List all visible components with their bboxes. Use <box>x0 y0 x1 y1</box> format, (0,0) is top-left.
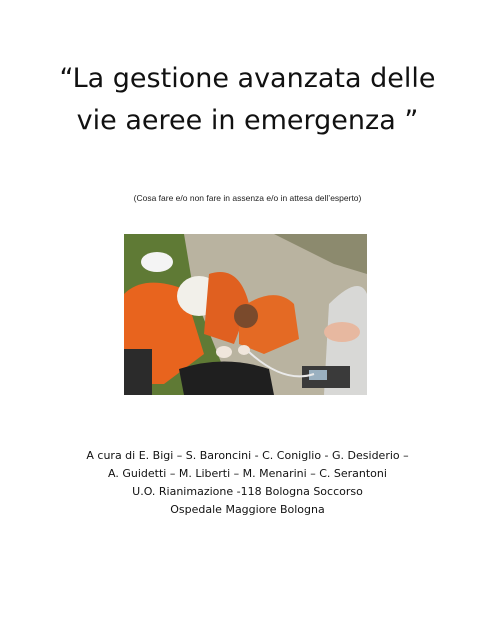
title-line-1: “La gestione avanzata delle <box>59 63 436 94</box>
credits-line-3: U.O. Rianimazione -118 Bologna Soccorso <box>132 485 363 498</box>
document-subtitle: (Cosa fare e/o non fare in assenza e/o in attesa dell’esperto) <box>133 193 362 203</box>
credits-line-2: A. Guidetti – M. Liberti – M. Menarini – C. Serantoni <box>108 467 387 480</box>
document-title <box>0 58 495 142</box>
credits-line-1: A cura di E. Bigi – S. Baroncini - C. Coniglio - G. Desiderio – <box>86 449 409 462</box>
credits-line-4: Ospedale Maggiore Bologna <box>170 503 325 516</box>
credits-block <box>0 447 495 519</box>
title-line-2: vie aeree in emergenza ” <box>76 105 419 136</box>
rescue-scene-photo <box>124 234 367 395</box>
